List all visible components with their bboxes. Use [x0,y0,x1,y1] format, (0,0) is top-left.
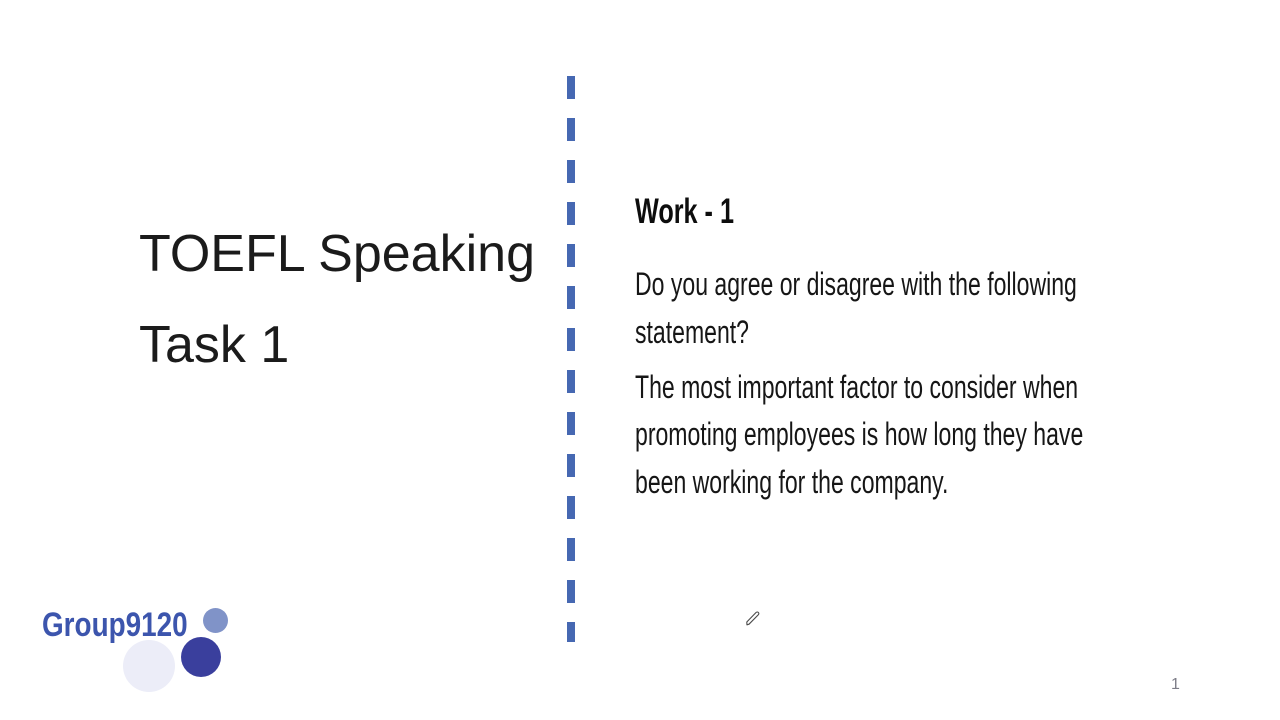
question-line: statement? [635,314,749,350]
pencil-icon [743,609,762,628]
slide-title-line-1: TOEFL Speaking [139,225,535,283]
question-line: promoting employees is how long they have [635,416,1084,452]
dashed-divider [567,76,575,642]
logo-circle-small [203,608,228,633]
question-line: The most important factor to consider when [635,369,1079,405]
question-line: Do you agree or disagree with the following [635,266,1077,302]
question-line: been working for the company. [635,464,949,500]
slide-title-line-2: Task 1 [139,316,290,374]
page-number: 1 [1171,676,1180,693]
panel-heading: Work - 1 [635,192,734,231]
logo-circle-light [123,640,175,692]
logo-text: Group9120 [42,606,188,644]
